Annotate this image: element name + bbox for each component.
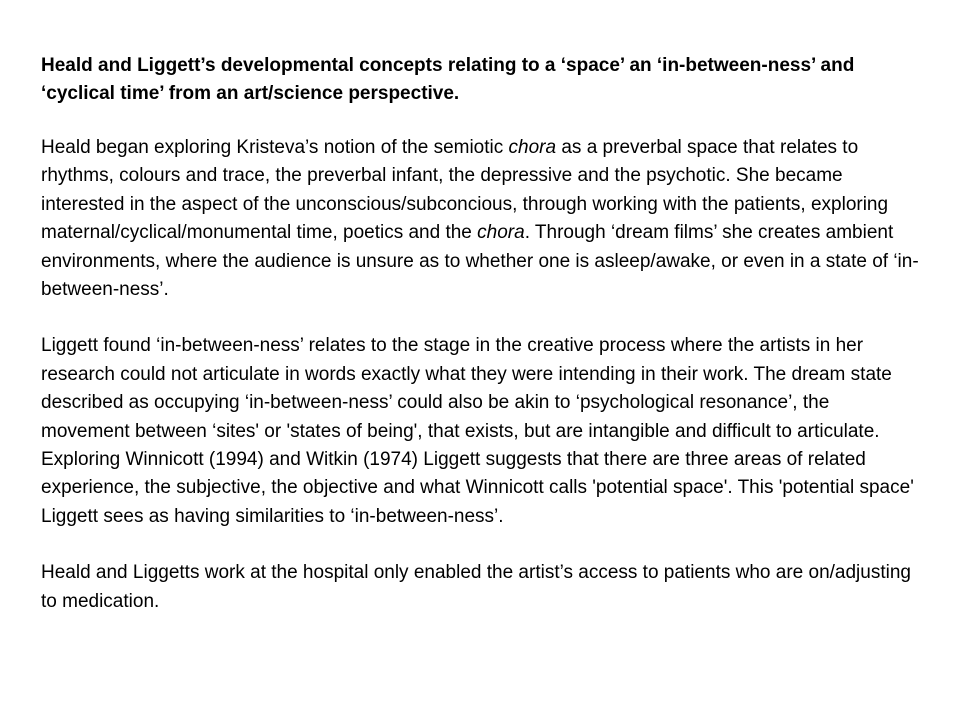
paragraph-hospital: Heald and Liggetts work at the hospital only enabled the artist’s access to patients who are on/adjusting to medication. [41,562,911,612]
paragraph-heald-text-2: as a preverbal space that relates to rhythms, colours and trace, the preverbal infant, the depressive and the psychotic. She became interested in the aspect of the unconscious/subconcious, through working with the patients, exploring maternal/cyclical/monumental time, poetics and the [41,137,889,244]
slide-heading: Heald and Liggett’s developmental concepts relating to a ‘space’ an ‘in-between-ness’ and ‘cyclical time’ from an art/science perspective. [41,55,855,104]
paragraph-heald-text-3: . Through ‘dream films’ she creates ambient environments, where the audience is unsure as to whether one is asleep/awake, or even in a state of ‘in-between-ness’. [41,222,919,301]
slide-content [41,52,923,616]
paragraph-heald-text-1: Heald began exploring Kristeva’s notion of the semiotic [41,137,509,158]
paragraph-liggett: Liggett found ‘in-between-ness’ relates to the stage in the creative process where the artists in her research could not articulate in words exactly what they were intending in their work. The dream state described as occupying ‘in-between-ness’ could also be akin to ‘psychological resonance’, the movement between ‘sites' or 'states of being', that exists, but are intangible and difficult to articulate. Exploring Winnicott (1994) and Witkin (1974) Liggett suggests that there are three areas of related experience, the subjective, the objective and what Winnicott calls 'potential space'. This 'potential space' Liggett sees as having similarities to ‘in-between-ness’. [41,335,914,527]
chora-italic-1: chora [508,137,557,158]
chora-italic-2: chora [477,222,525,244]
paragraph-heald [41,134,923,304]
